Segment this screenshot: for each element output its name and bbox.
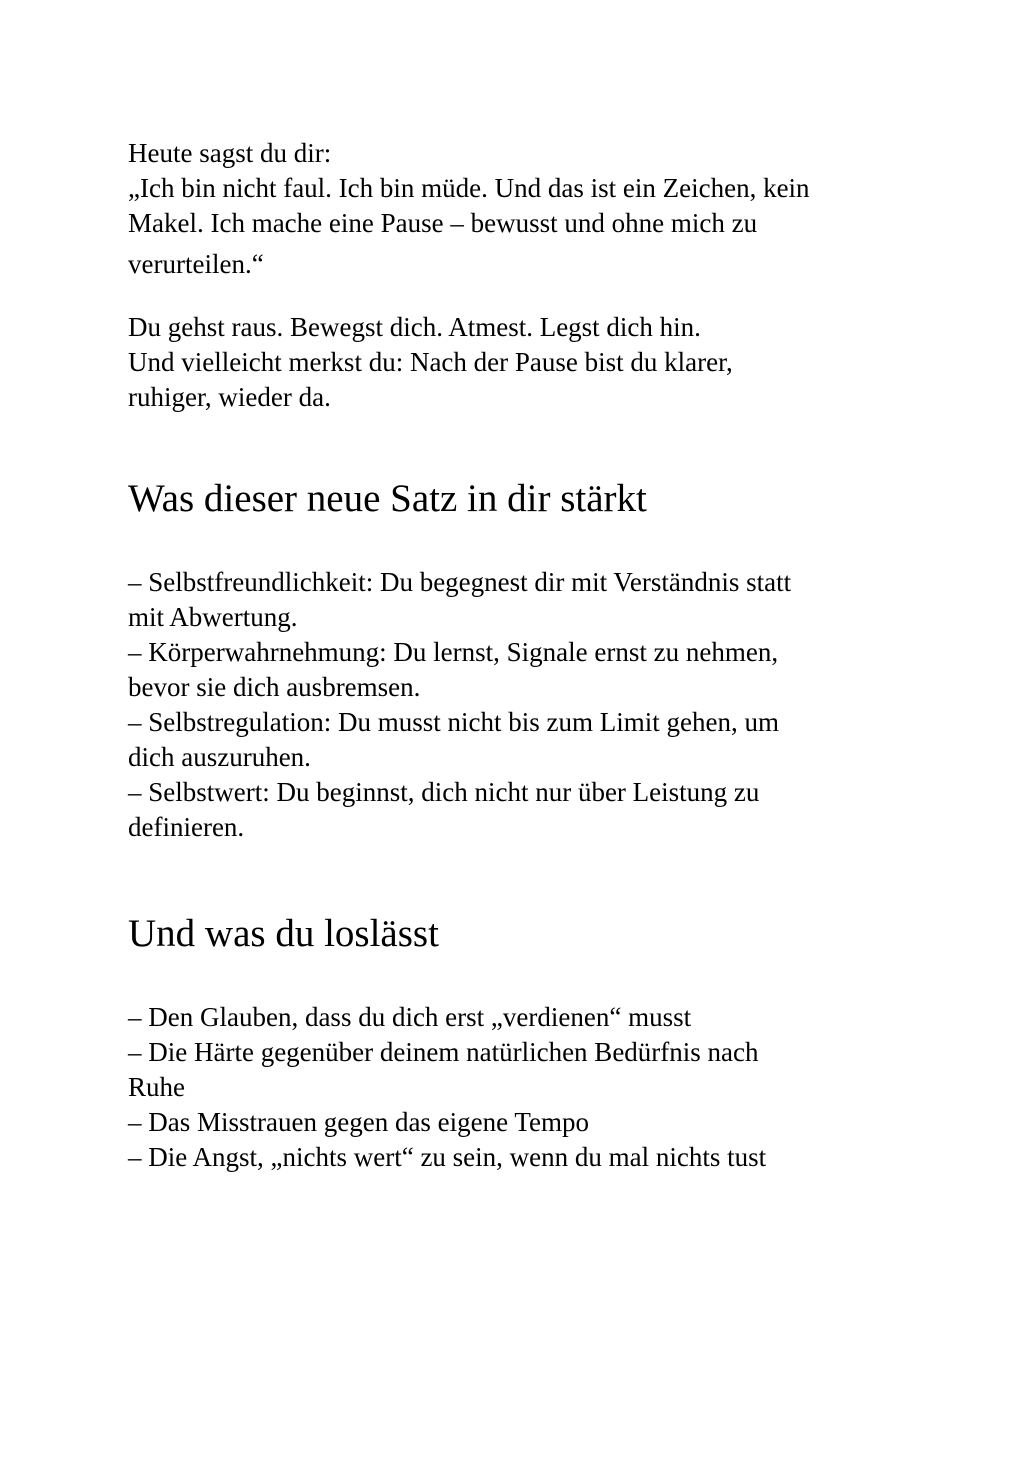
list-item-line: – Den Glauben, dass du dich erst „verdienen“ musst (128, 1002, 692, 1032)
second-paragraph (128, 310, 908, 415)
section-heading-let-go: Und was du loslässt (128, 912, 439, 955)
list-item-line: dich auszuruhen. (128, 742, 311, 772)
list-item-line: – Selbstregulation: Du musst nicht bis zum Limit gehen, um (128, 707, 779, 737)
section-heading-strengthens: Was dieser neue Satz in dir stärkt (128, 477, 647, 520)
list-item-line: – Die Angst, „nichts wert“ zu sein, wenn du mal nichts tust (128, 1142, 767, 1172)
section-spacer (128, 522, 908, 565)
document-page (128, 136, 908, 1175)
intro-line: Makel. Ich mache eine Pause – bewusst und ohne mich zu (128, 208, 758, 238)
intro-line: verurteilen.“ (128, 249, 264, 279)
section-spacer (128, 957, 908, 1000)
intro-paragraph (128, 136, 908, 282)
paragraph-line: ruhiger, wieder da. (128, 382, 331, 412)
intro-line: Heute sagst du dir: (128, 138, 332, 168)
list-item-line: – Selbstfreundlichkeit: Du begegnest dir mit Verständnis statt (128, 567, 792, 597)
list-item-line: mit Abwertung. (128, 602, 298, 632)
strengthens-list (128, 565, 908, 845)
list-item-line: Ruhe (128, 1072, 185, 1102)
list-item-line: – Das Misstrauen gegen das eigene Tempo (128, 1107, 589, 1137)
list-item-line: – Selbstwert: Du beginnst, dich nicht nur über Leistung zu (128, 777, 760, 807)
let-go-list (128, 1000, 908, 1175)
paragraph-line: Und vielleicht merkst du: Nach der Pause bist du klarer, (128, 347, 733, 377)
list-item-line: – Körperwahrnehmung: Du lernst, Signale ernst zu nehmen, (128, 637, 779, 667)
list-item-line: definieren. (128, 812, 245, 842)
intro-line: „Ich bin nicht faul. Ich bin müde. Und das ist ein Zeichen, kein (128, 173, 810, 203)
section-spacer (128, 415, 908, 476)
list-item-line: – Die Härte gegenüber deinem natürlichen Bedürfnis nach (128, 1037, 759, 1067)
paragraph-spacer (128, 282, 908, 310)
paragraph-line: Du gehst raus. Bewegst dich. Atmest. Legst dich hin. (128, 312, 701, 342)
list-item-line: bevor sie dich ausbremsen. (128, 672, 421, 702)
section-spacer (128, 845, 908, 911)
